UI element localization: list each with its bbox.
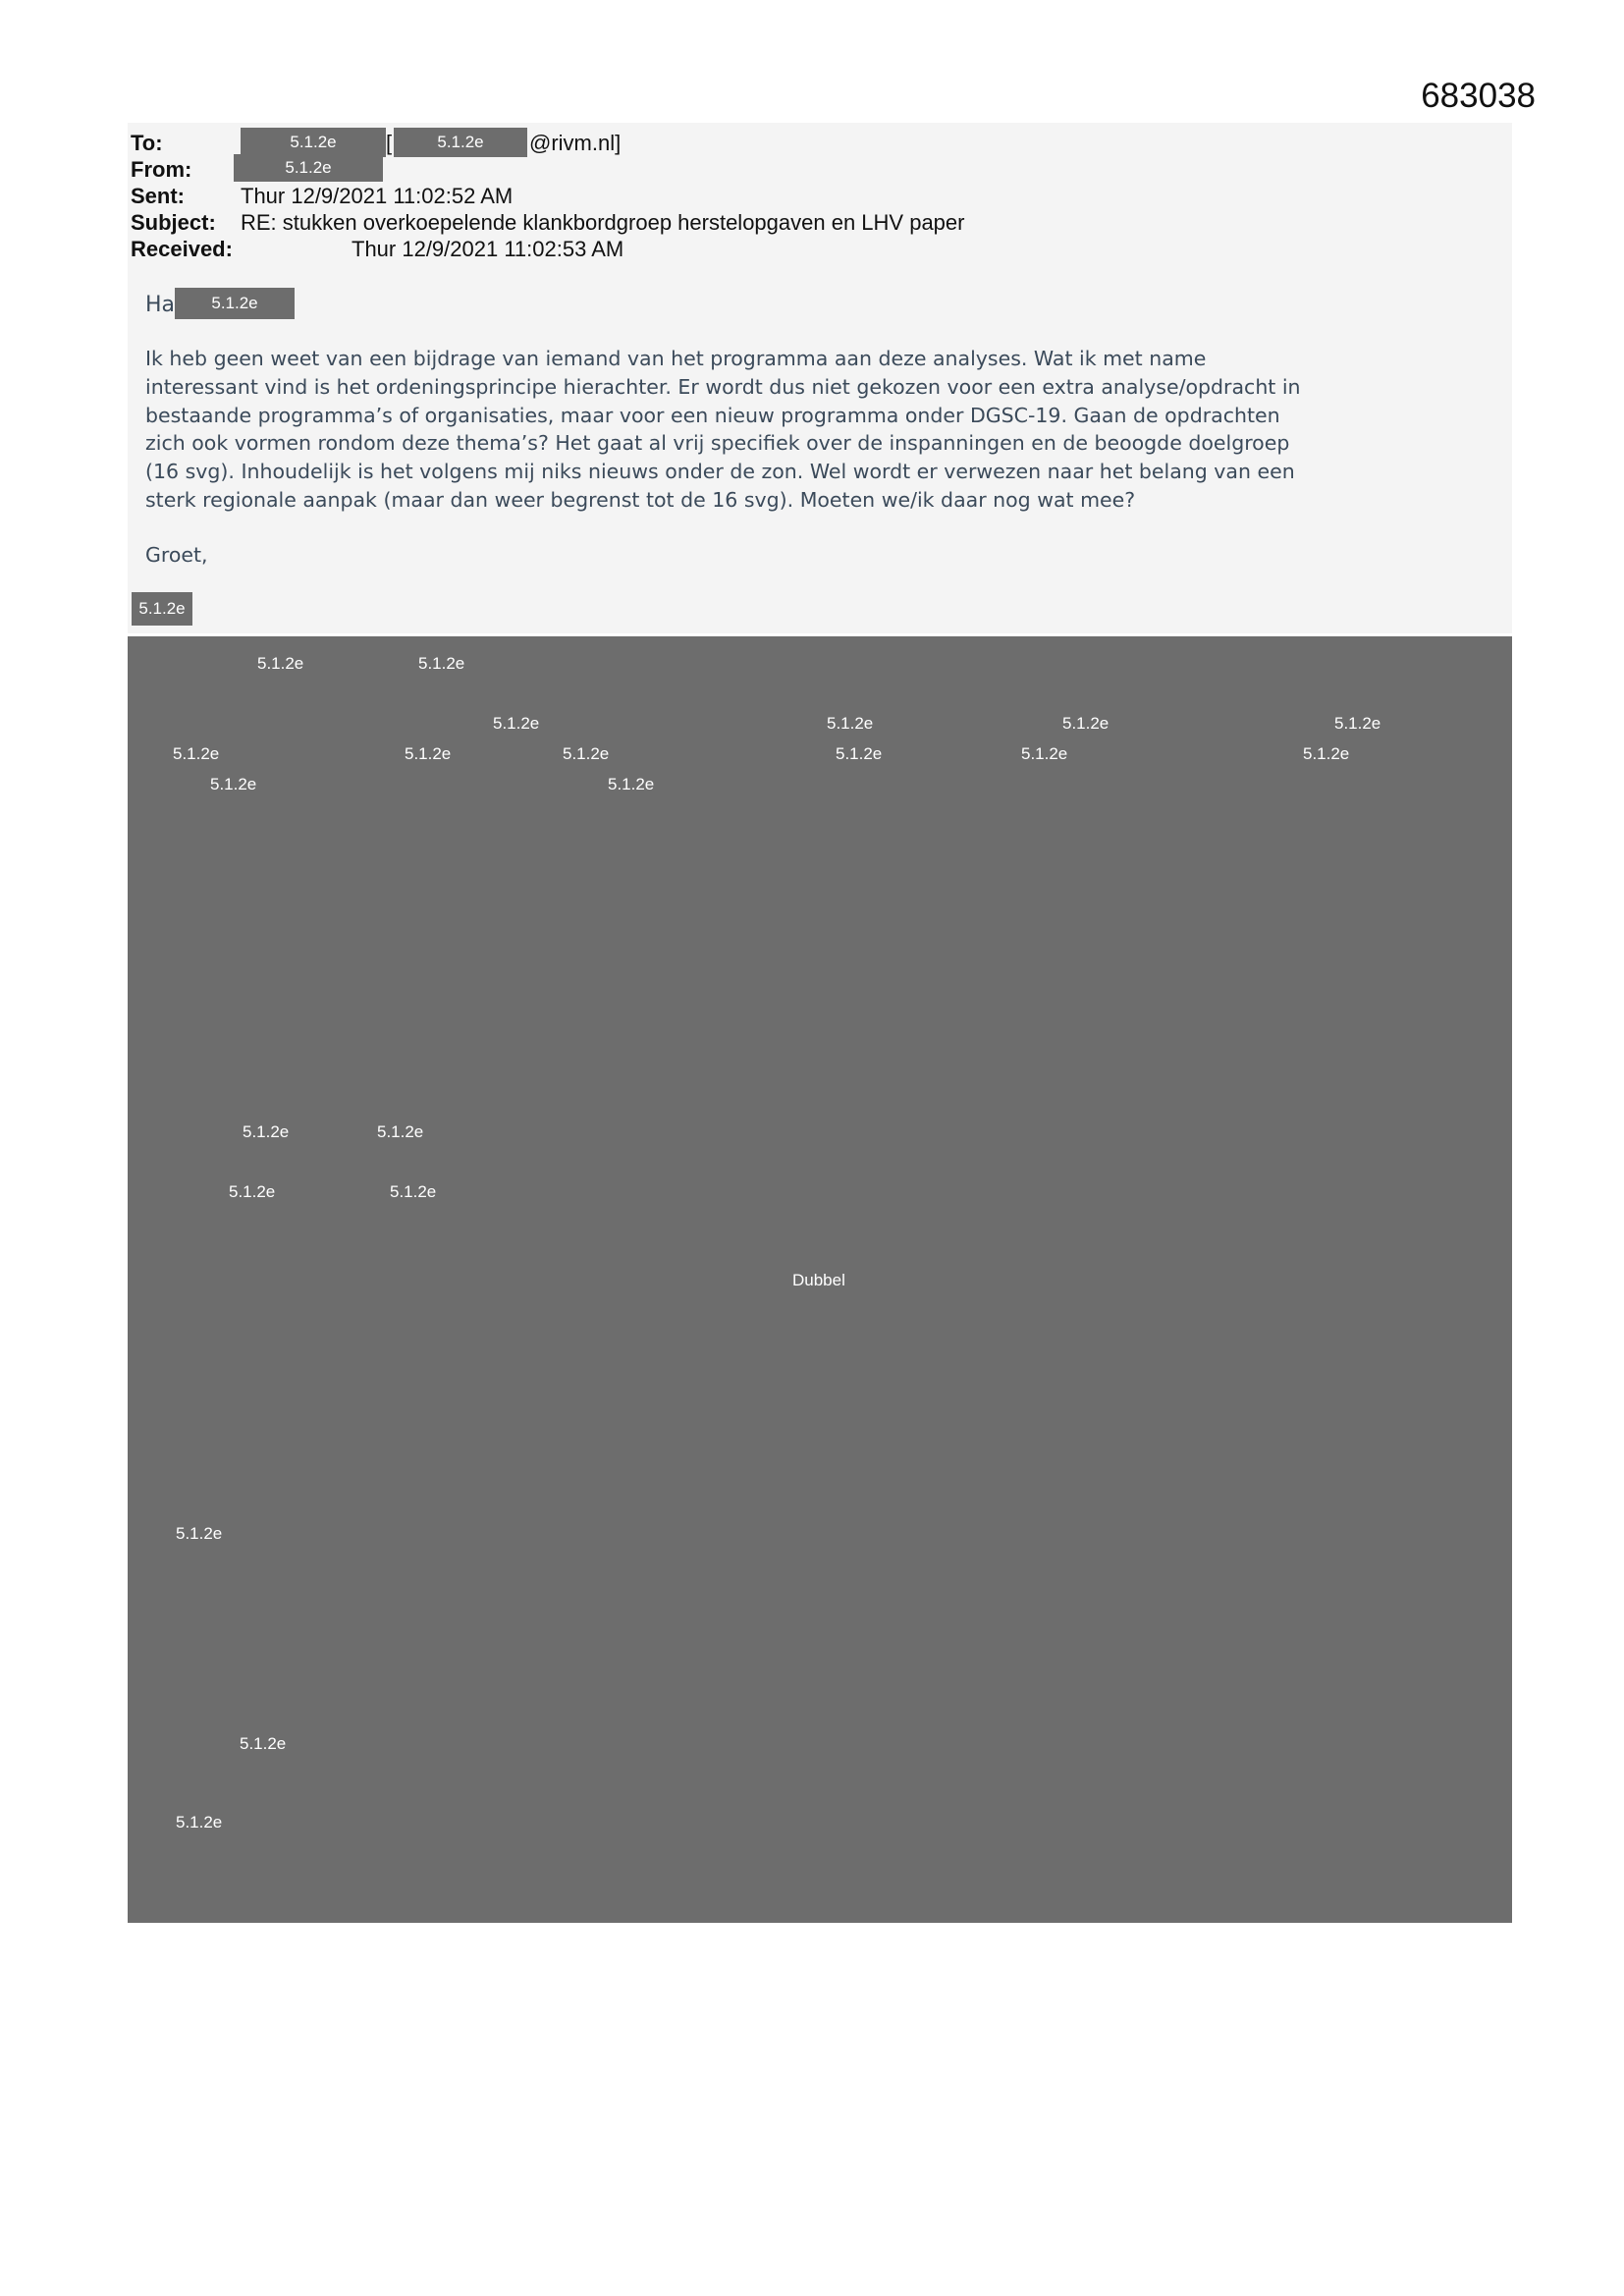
redaction-label: 5.1.2e xyxy=(608,775,655,793)
to-redaction-2: 5.1.2e xyxy=(394,128,527,157)
paragraph-line: sterk regionale aanpak (maar dan weer begrenst tot de 16 svg). Moeten we/ik daar nog wat mee? xyxy=(145,488,1136,512)
redaction-label: 5.1.2e xyxy=(493,714,540,733)
paragraph-line: Ik heb geen weet van een bijdrage van iemand van het programma aan deze analyses. Wat ik met name xyxy=(145,347,1207,370)
redaction-label: 5.1.2e xyxy=(405,744,452,763)
paragraph-line: zich ook vormen rondom deze thema’s? Het gaat al vrij specifiek over de inspanningen en de beoogde doelgroep xyxy=(145,431,1290,455)
to-email-suffix: @rivm.nl] xyxy=(529,131,622,155)
sent-value: Thur 12/9/2021 11:02:52 AM xyxy=(241,184,514,208)
received-label: Received: xyxy=(131,237,233,261)
paragraph-line: bestaande programma’s of organisaties, maar voor een nieuw programma onder DGSC-19. Gaan de opdrachten xyxy=(145,404,1280,427)
redaction-label: 5.1.2e xyxy=(390,1182,437,1201)
signature-redaction: 5.1.2e xyxy=(132,592,192,626)
paragraph-line: (16 svg). Inhoudelijk is het volgens mij niks nieuws onder de zon. Wel wordt er verwezen naar het belang van een xyxy=(145,460,1295,483)
redaction-label: 5.1.2e xyxy=(243,1122,290,1141)
redaction-label: 5.1.2e xyxy=(836,744,883,763)
redaction-label: 5.1.2e xyxy=(827,714,874,733)
dubbel-label: Dubbel xyxy=(792,1271,845,1289)
redaction-label: 5.1.2e xyxy=(1334,714,1381,733)
greeting: Ha xyxy=(145,293,176,317)
redaction-label: 5.1.2e xyxy=(1062,714,1110,733)
redaction-label: 5.1.2e xyxy=(257,654,304,673)
redaction-label: 5.1.2e xyxy=(173,744,220,763)
redacted-block xyxy=(128,636,1512,1923)
to-row xyxy=(131,131,163,156)
from-redaction: 5.1.2e xyxy=(234,154,383,182)
subject-row xyxy=(131,210,216,236)
redaction-label: 5.1.2e xyxy=(377,1122,424,1141)
to-bracket: [ xyxy=(386,131,393,155)
from-label: From: xyxy=(131,157,192,182)
received-row xyxy=(131,237,233,262)
redaction-label: 5.1.2e xyxy=(176,1524,223,1543)
redaction-label: 5.1.2e xyxy=(210,775,257,793)
to-label: To: xyxy=(131,131,163,155)
redaction-label: 5.1.2e xyxy=(1303,744,1350,763)
sent-label: Sent: xyxy=(131,184,185,208)
redaction-label: 5.1.2e xyxy=(1021,744,1068,763)
redaction-label: 5.1.2e xyxy=(176,1813,223,1831)
redaction-label: 5.1.2e xyxy=(229,1182,276,1201)
paragraph-line: interessant vind is het ordeningsprincipe hierachter. Er wordt dus niet gekozen voor een extra analyse/opdracht in xyxy=(145,375,1301,399)
document-number: 683038 xyxy=(1421,77,1536,115)
redaction-label: 5.1.2e xyxy=(240,1734,287,1753)
to-redaction-1: 5.1.2e xyxy=(241,128,386,157)
greeting-redaction: 5.1.2e xyxy=(175,288,295,319)
redaction-label: 5.1.2e xyxy=(563,744,610,763)
closing: Groet, xyxy=(145,543,208,567)
from-row xyxy=(131,157,191,183)
sent-row xyxy=(131,184,185,209)
subject-value: RE: stukken overkoepelende klankbordgroep herstelopgaven en LHV paper xyxy=(241,210,965,235)
received-value: Thur 12/9/2021 11:02:53 AM xyxy=(352,237,624,261)
redaction-label: 5.1.2e xyxy=(418,654,465,673)
subject-label: Subject: xyxy=(131,210,216,235)
